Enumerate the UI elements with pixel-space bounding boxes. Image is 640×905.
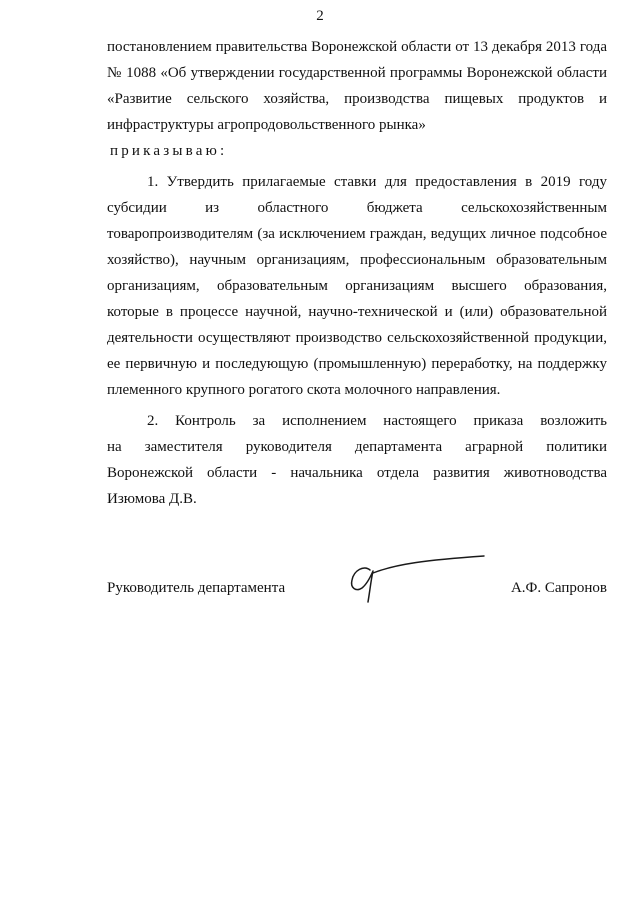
signature-block	[107, 576, 607, 600]
order-word: приказываю:	[110, 143, 228, 159]
item-1-line: субсидии из областного бюджета сельскохозяйственным	[107, 200, 607, 216]
item-1-line: которые в процессе научной, научно-технической и (или) образовательной	[107, 304, 607, 320]
item-1-line: товаропроизводителям (за исключением граждан, ведущих личное подсобное	[107, 226, 607, 242]
item-1-line: племенного крупного рогатого скота молочного направления.	[107, 382, 501, 398]
item-1-line: хозяйство), научным организациям, профессиональным образовательным	[107, 252, 607, 268]
preamble-line: инфраструктуры агропродовольственного рынка»	[107, 117, 426, 133]
item-2-line: 2. Контроль за исполнением настоящего приказа возложить	[147, 413, 607, 429]
preamble-paragraph	[107, 34, 607, 138]
item-2-line: Изюмова Д.В.	[107, 491, 197, 507]
item-1-line: 1. Утвердить прилагаемые ставки для предоставления в 2019 году	[147, 174, 607, 190]
preamble-line: постановлением правительства Воронежской области от 13 декабря 2013 года	[107, 39, 607, 55]
item-2-line: на заместителя руководителя департамента аграрной политики	[107, 439, 607, 455]
item-1-line: деятельности осуществляют производство сельскохозяйственной продукции,	[107, 330, 607, 346]
signatory-position: Руководитель департамента	[107, 580, 286, 596]
preamble-line: № 1088 «Об утверждении государственной программы Воронежской области	[107, 65, 607, 81]
item-2-paragraph	[107, 408, 607, 512]
item-1-line: ее первичную и последующую (промышленную) переработку, на поддержку	[107, 356, 607, 372]
item-1-paragraph	[107, 169, 607, 403]
preamble-line: «Развитие сельского хозяйства, производства пищевых продуктов и	[107, 91, 607, 107]
signatory-name: А.Ф. Сапронов	[510, 580, 607, 596]
signature-stroke	[373, 556, 484, 573]
page-number: 2	[316, 8, 324, 24]
document-body	[107, 34, 607, 512]
item-2-line: Воронежской области - начальника отдела развития животноводства	[107, 465, 607, 481]
item-1-line: организациям, образовательным организациям высшего образования,	[107, 278, 607, 294]
